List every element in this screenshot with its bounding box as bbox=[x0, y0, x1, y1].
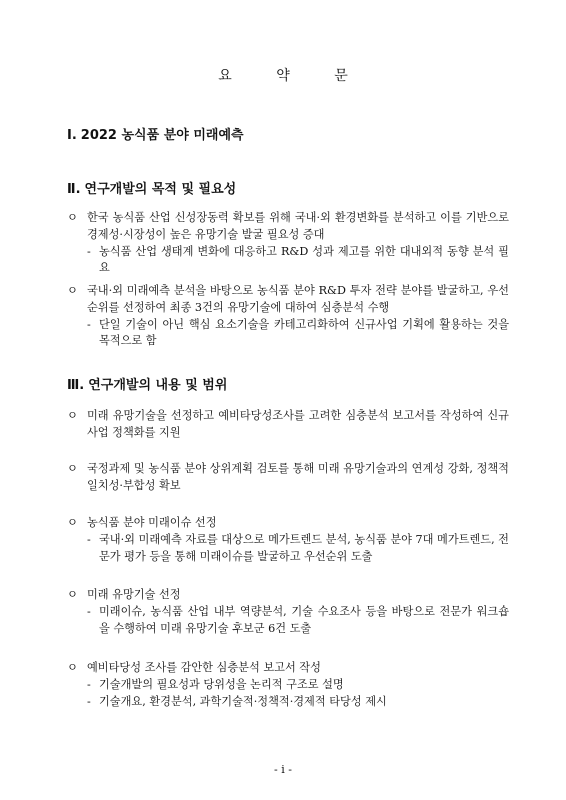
list-item bbox=[67, 210, 509, 277]
item-text: 농식품 분야 미래이슈 선정 bbox=[87, 516, 217, 529]
list-item bbox=[67, 587, 509, 637]
section-title: 2022 농식품 분야 미래예측 bbox=[80, 128, 244, 143]
section-heading-1 bbox=[67, 126, 244, 146]
list-item bbox=[67, 660, 509, 710]
item-text: 예비타당성 조사를 감안한 심층분석 보고서 작성 bbox=[87, 661, 321, 674]
item-text: 국정과제 및 농식품 분야 상위계획 검토를 통해 미래 유망기술과의 연계성 강화, 정책적 일치성·부합성 확보 bbox=[87, 462, 509, 492]
bullet-mark: ㅇ bbox=[67, 284, 78, 297]
section-heading-2 bbox=[67, 180, 236, 200]
sub-mark: - bbox=[87, 244, 91, 258]
bullet-mark: ㅇ bbox=[67, 409, 78, 422]
sub-item-text: 기술개요, 환경분석, 과학기술적·정책적·경제적 타당성 제시 bbox=[99, 694, 387, 708]
sub-item-text: 단일 기술이 아닌 핵심 요소기술을 카테고리화하여 신규사업 기획에 활용하는 것을 목적으로 함 bbox=[99, 317, 509, 348]
list-item bbox=[67, 515, 509, 565]
list-item bbox=[67, 283, 509, 350]
item-text: 국내·외 미래예측 분석을 바탕으로 농식품 분야 R&D 투자 전략 분야를 발굴하고, 우선순위를 선정하여 최종 3건의 유망기술에 대하여 심층분석 수행 bbox=[87, 284, 509, 314]
item-text: 미래 유망기술 선정 bbox=[87, 588, 181, 601]
sub-mark: - bbox=[87, 677, 91, 691]
bullet-mark: ㅇ bbox=[67, 588, 78, 601]
sub-item-text: 기술개발의 필요성과 당위성을 논리적 구조로 설명 bbox=[99, 677, 344, 691]
page-number: - i - bbox=[274, 763, 292, 776]
section-title: 연구개발의 내용 및 범위 bbox=[88, 378, 228, 393]
section-title: 연구개발의 목적 및 필요성 bbox=[84, 182, 237, 197]
bullet-mark: ㅇ bbox=[67, 661, 78, 674]
section-number: Ⅲ. bbox=[67, 378, 85, 393]
section-number: Ⅰ. bbox=[67, 128, 77, 143]
bullet-mark: ㅇ bbox=[67, 211, 78, 224]
item-text: 미래 유망기술을 선정하고 예비타당성조사를 고려한 심층분석 보고서를 작성하여 신규사업 정책화를 지원 bbox=[87, 409, 509, 439]
sub-item-text: 미래이슈, 농식품 산업 내부 역량분석, 기술 수요조사 등을 바탕으로 전문가 워크숍을 수행하여 미래 유망기술 후보군 6건 도출 bbox=[99, 604, 509, 635]
page-title: 요 약 문 bbox=[218, 68, 368, 84]
bullet-mark: ㅇ bbox=[67, 462, 78, 475]
list-item bbox=[67, 461, 509, 495]
sub-item-text: 농식품 산업 생태계 변화에 대응하고 R&D 성과 제고를 위한 대내외적 동향 분석 필요 bbox=[99, 244, 509, 275]
bullet-mark: ㅇ bbox=[67, 516, 78, 529]
section-number: Ⅱ. bbox=[67, 182, 81, 197]
sub-mark: - bbox=[87, 532, 91, 546]
sub-mark: - bbox=[87, 604, 91, 618]
sub-mark: - bbox=[87, 317, 91, 331]
sub-mark: - bbox=[87, 694, 91, 708]
section-heading-3 bbox=[67, 376, 227, 396]
item-text: 한국 농식품 산업 신성장동력 확보를 위해 국내·외 환경변화를 분석하고 이를 기반으로 경제성·시장성이 높은 유망기술 발굴 필요성 증대 bbox=[87, 211, 509, 241]
list-item bbox=[67, 408, 509, 442]
sub-item-text: 국내·외 미래예측 자료를 대상으로 메가트렌드 분석, 농식품 분야 7대 메가트렌드, 전문가 평가 등을 통해 미래이슈를 발굴하고 우선순위 도출 bbox=[99, 532, 509, 563]
